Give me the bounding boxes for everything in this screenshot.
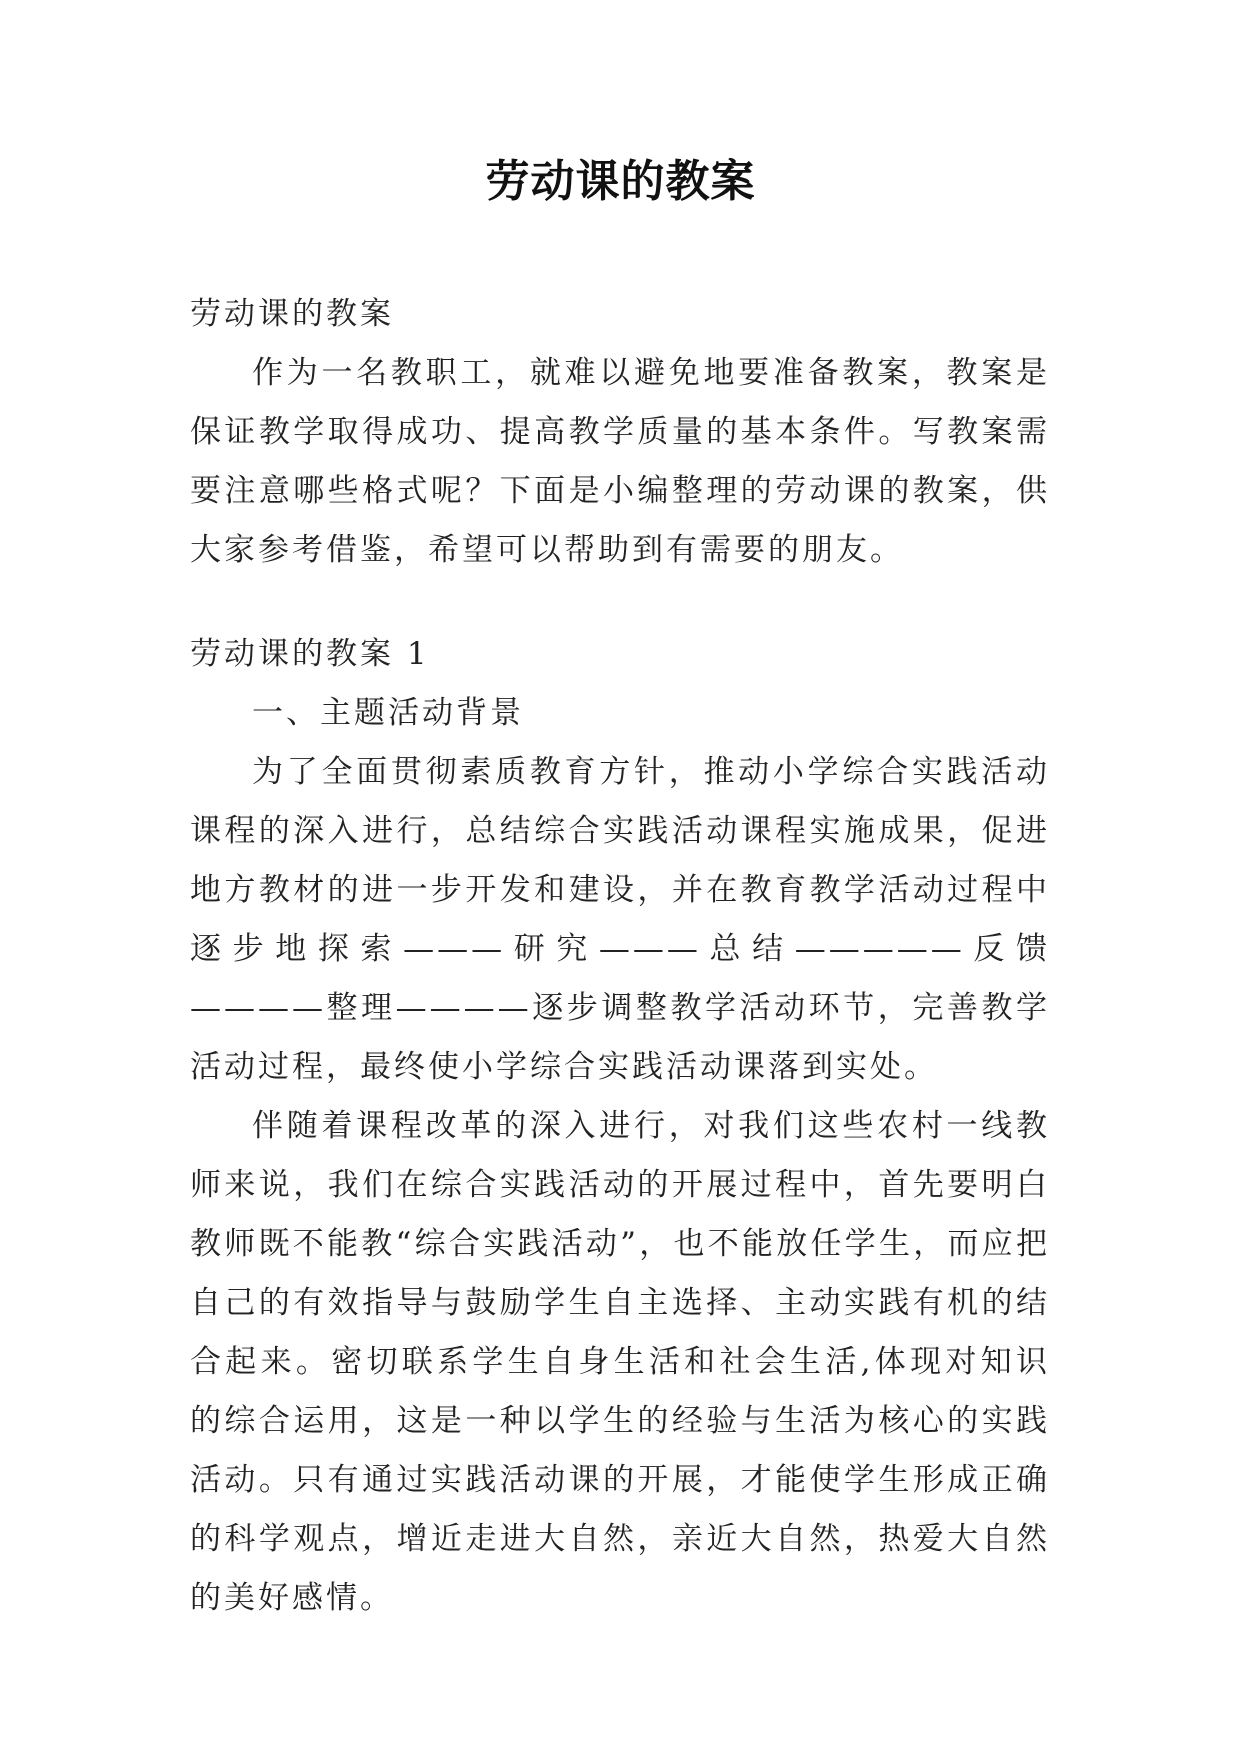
background-paragraph-2: 伴随着课程改革的深入进行，对我们这些农村一线教师来说，我们在综合实践活动的开展过程中，首先要明白教师既不能教“综合实践活动”，也不能放任学生，而应把自己的有效指导与鼓励学生自主选择、主动实践有机的结合起来。密切联系学生自身生活和社会生活,体现对知识的综合运用，这是一种以学生的经验与生活为核心的实践活动。只有通过实践活动课的开展，才能使学生形成正确的科学观点，增近走进大自然，亲近大自然，热爱大自然的美好感情。 — [190, 1108, 1050, 1616]
section-title: 劳动课的教案 1 — [190, 636, 430, 672]
document-title: 劳动课的教案 — [485, 156, 756, 207]
background-paragraph-1: 为了全面贯彻素质教育方针，推动小学综合实践活动课程的深入进行，总结综合实践活动课程实施成果，促进地方教材的进一步开发和建设，并在教育教学活动过程中逐步地探索———研究———总结—————反馈————整理————逐步调整教学活动环节，完善教学活动过程，最终使小学综合实践活动课落到实处。 — [190, 754, 1050, 1085]
section-heading: 一、主题活动背景 — [252, 695, 524, 731]
document-subtitle: 劳动课的教案 — [190, 296, 394, 332]
intro-paragraph: 作为一名教职工，就难以避免地要准备教案，教案是保证教学取得成功、提高教学质量的基本条件。写教案需要注意哪些格式呢？下面是小编整理的劳动课的教案，供大家参考借鉴，希望可以帮助到有需要的朋友。 — [190, 355, 1050, 568]
document-body — [190, 285, 1050, 1628]
section-spacing — [190, 580, 1050, 625]
